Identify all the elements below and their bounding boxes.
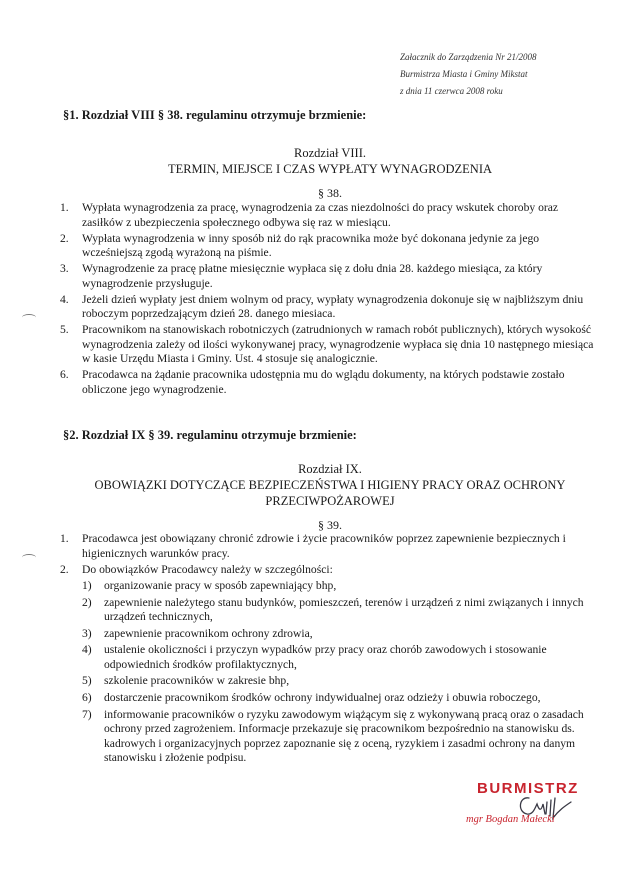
subitem-text: dostarczenie pracownikom środków ochrony indywidualnej oraz odzieży i obuwia roboczego, — [104, 691, 541, 705]
item-text: Pracownikom na stanowiskach robotniczych (zatrudnionych w ramach robót publicznych), których wysokość wynagrodzenia zależy od ilości wykonywanej pracy, wynagrodzenie wypłaca się dnia 10 następnego miesiąca w kasie Urzędu Miasta i Gminy. Ust. 4 stosuje się analogicznie. — [82, 323, 594, 366]
chapter-title: TERMIN, MIEJSCE I CZAS WYPŁATY WYNAGRODZENIA — [167, 162, 493, 176]
item-number: 1. — [60, 532, 69, 545]
section-1-list — [60, 201, 600, 399]
chapter-label: Rozdział VIII. — [294, 146, 366, 160]
item-number: 2. — [60, 562, 69, 576]
section-1-title: §1. Rozdział VIII § 38. regulaminu otrzymuje brzmienie: — [63, 108, 367, 122]
subitem-text: ustalenie okoliczności i przyczyn wypadków przy pracy oraz chorób zawodowych i stosowanie odpowiednich środków profilaktycznych, — [104, 643, 547, 671]
item-text: Pracodawca na żądanie pracownika udostępnia mu do wglądu dokumenty, na których podstawie zostało obliczone jego wynagrodzenie. — [82, 368, 565, 396]
subitem-number: 5) — [82, 674, 92, 688]
item-text: Wypłata wynagrodzenia w inny sposób niż do rąk pracownika może być dokonana jedynie za jego wcześniejszą zgodą wyrażoną na piśmie. — [82, 231, 540, 260]
chapter-title: OBOWIĄZKI DOTYCZĄCE BEZPIECZEŃSTWA I HIGIENY PRACY ORAZ OCHRONY — [94, 478, 566, 492]
item-text: Wynagrodzenie za pracę płatne miesięcznie wypłaca się z dołu dnia 28. każdego miesiąca, za który wynagrodzenie przysługuje. — [82, 262, 543, 290]
attachment-note-line: z dnia 11 czerwca 2008 roku — [400, 86, 503, 96]
list-item — [60, 563, 595, 766]
list-item — [60, 262, 600, 291]
section-2-list — [60, 532, 595, 768]
item-text: Pracodawca jest obowiązany chronić zdrowie i życie pracowników poprzez zapewnienie bezpiecznych i higienicznych warunków pracy. — [82, 532, 566, 560]
paragraph-number: § 38. — [318, 186, 342, 200]
subitem-text: szkolenie pracowników w zakresie bhp, — [104, 674, 290, 688]
sublist-item — [82, 643, 595, 672]
sublist-item — [82, 596, 595, 625]
item-text: Jeżeli dzień wypłaty jest dniem wolnym od pracy, wypłaty wynagrodzenia dokonuje się w najbliższym dniu roboczym poprzedzającym dzień 28. danego miesiaca. — [82, 292, 584, 321]
attachment-note-line: Burmistrza Miasta i Gminy Mikstat — [400, 69, 528, 79]
margin-mark — [22, 314, 36, 321]
signatory-name: mgr Bogdan Małecki — [466, 814, 555, 825]
subitem-text: organizowanie pracy w sposób zapewniający bhp, — [104, 579, 337, 593]
subitem-text: zapewnienie pracownikom ochrony zdrowia, — [104, 626, 313, 640]
item-text: Wypłata wynagrodzenia za pracę, wynagrodzenia za czas niezdolności do pracy wskutek choroby oraz zasiłków z ubezpieczenia społecznego odbywa się raz w miesiącu. — [82, 201, 559, 229]
subitem-number: 4) — [82, 643, 92, 657]
subitem-number: 2) — [82, 595, 92, 609]
signature-stamp — [460, 780, 620, 830]
subitem-number: 1) — [82, 579, 92, 593]
list-item — [60, 532, 595, 561]
list-item — [60, 201, 600, 230]
item-number: 2. — [60, 231, 69, 245]
subitem-number: 3) — [82, 626, 92, 640]
margin-mark — [22, 554, 36, 561]
sublist-item — [82, 691, 595, 706]
attachment-note — [400, 49, 620, 100]
chapter-label: Rozdział IX. — [298, 462, 362, 476]
chapter-8-heading — [60, 145, 600, 177]
item-number: 3. — [60, 262, 69, 276]
chapter-9-heading — [60, 461, 600, 509]
obligations-sublist — [82, 579, 595, 766]
subitem-text: informowanie pracowników o ryzyku zawodowym wiążącym się z wykonywaną pracą oraz o zasadach ochrony przed zagrożeniem. Informacje przekazuje się pracownikom bezpośrednio na stanowisku ds. kadrowych i organizacyjnych poprzez zapoznanie się z oceną, ryzykiem i zasadmi ochrony na danym stanowisku i złożenie podpisu. — [104, 707, 584, 765]
item-text: Do obowiązków Pracodawcy należy w szczególności: — [82, 562, 333, 576]
sublist-item — [82, 627, 595, 642]
chapter-title: PRZECIWPOŻAROWEJ — [265, 494, 395, 508]
item-number: 5. — [60, 323, 69, 337]
list-item — [60, 323, 600, 367]
subitem-text: zapewnienie należytego stanu budynków, pomieszczeń, terenów i urządzeń z nimi związanych i innych urządzeń technicznych, — [104, 595, 584, 624]
subitem-number: 7) — [82, 707, 92, 721]
signature-title: BURMISTRZ — [477, 780, 579, 797]
item-number: 4. — [60, 292, 69, 306]
subitem-number: 6) — [82, 691, 92, 705]
item-number: 1. — [60, 201, 69, 214]
attachment-note-line: Załacznik do Zarządzenia Nr 21/2008 — [400, 52, 537, 62]
paragraph-number: § 39. — [318, 518, 342, 532]
item-number: 6. — [60, 368, 69, 382]
section-2-title: §2. Rozdział IX § 39. regulaminu otrzymuje brzmienie: — [63, 428, 357, 442]
sublist-item — [82, 708, 595, 766]
list-item — [60, 293, 600, 322]
list-item — [60, 232, 600, 261]
sublist-item — [82, 674, 595, 689]
sublist-item — [82, 579, 595, 594]
list-item — [60, 368, 600, 397]
